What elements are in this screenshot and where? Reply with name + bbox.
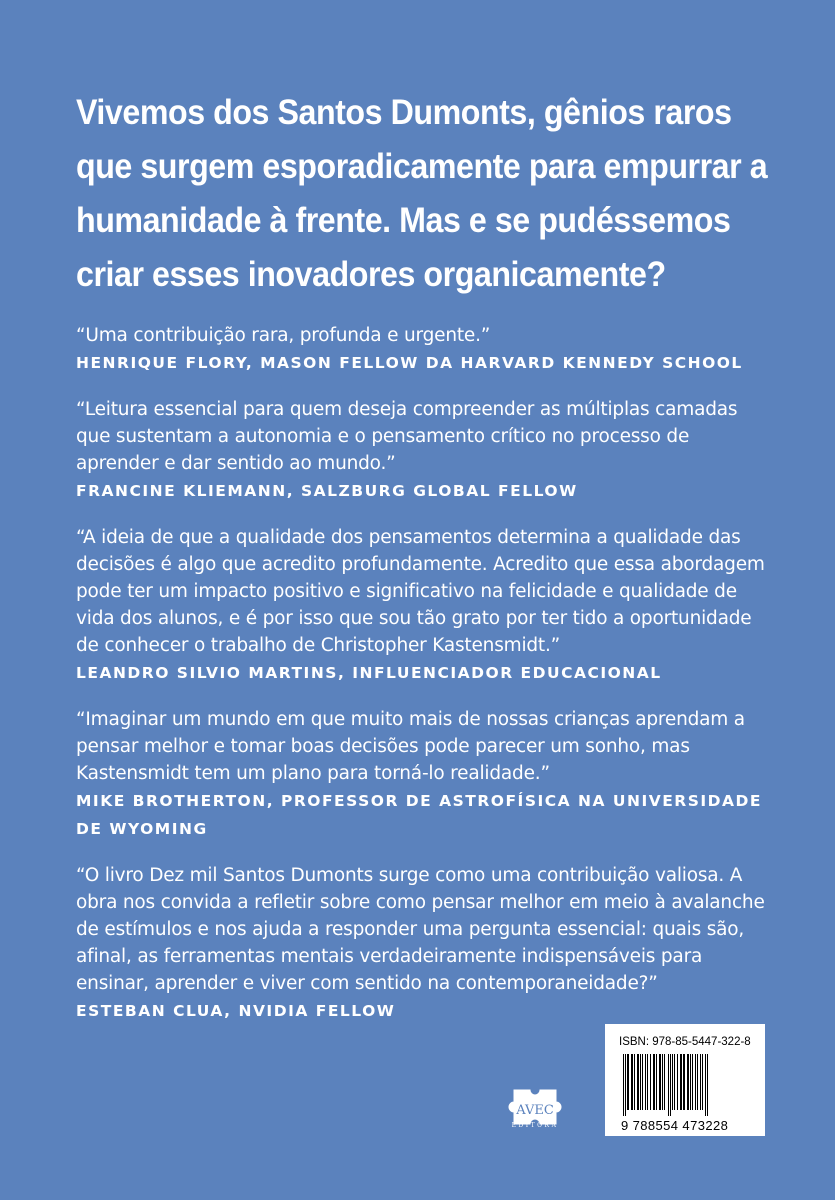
barcode-bar bbox=[683, 1054, 685, 1110]
barcode-bar bbox=[662, 1054, 663, 1110]
quote bbox=[76, 862, 766, 1025]
barcode-bar bbox=[680, 1054, 682, 1110]
barcode-bar bbox=[659, 1054, 661, 1110]
barcode-bar bbox=[670, 1054, 671, 1116]
quotes-section bbox=[76, 322, 766, 1044]
barcode-bar bbox=[668, 1054, 669, 1116]
barcode-bar bbox=[677, 1054, 678, 1110]
barcode-bar bbox=[623, 1054, 624, 1116]
quote bbox=[76, 706, 766, 843]
quote-text: “Uma contribuição rara, profunda e urgente.” bbox=[76, 325, 491, 346]
quote-text: “A ideia de que a qualidade dos pensamentos determina a qualidade das decisões é algo que acredito profundamente. Acredito que essa abordagem pode ter um impacto positivo e significativo na felicidade e qualidade de vida dos alunos, e é por isso que sou tão grato por ter tido a oportunidade de conhecer o trabalho de Christopher Kastensmidt.” bbox=[76, 527, 765, 656]
quote-author: MIKE BROTHERTON, PROFESSOR DE ASTROFÍSICA NA UNIVERSIDADE DE WYOMING bbox=[76, 792, 762, 838]
quote bbox=[76, 396, 766, 505]
quote-text: “Imaginar um mundo em que muito mais de nossas crianças aprendam a pensar melhor e tomar boas decisões pode parecer um sonho, mas Kastensmidt tem um plano para torná-lo realidade.” bbox=[76, 709, 745, 784]
barcode-bar bbox=[695, 1054, 696, 1110]
quote-author: FRANCINE KLIEMANN, SALZBURG GLOBAL FELLOW bbox=[76, 482, 578, 500]
barcode-bar bbox=[697, 1054, 698, 1110]
barcode-bar bbox=[664, 1054, 665, 1110]
barcode-bar bbox=[637, 1054, 639, 1110]
isbn-label: ISBN: 978-85-5447-322-8 bbox=[619, 1036, 751, 1048]
quote-text: “Leitura essencial para quem deseja compreender as múltiplas camadas que sustentam a autonomia e o pensamento crítico no processo de aprender e dar sentido ao mundo.” bbox=[76, 399, 738, 474]
barcode-bar bbox=[653, 1054, 655, 1110]
headline: Vivemos dos Santos Dumonts, gênios raros que surgem esporadicamente para empurrar a humanidade à frente. Mas e se pudéssemos criar esses inovadores organicamente? bbox=[76, 93, 768, 294]
barcode-bar bbox=[705, 1054, 706, 1116]
barcode-bar bbox=[707, 1054, 708, 1116]
barcode-bar bbox=[674, 1054, 675, 1110]
publisher-logo-text: AVEC bbox=[516, 1103, 554, 1118]
barcode-digits: 9 788554 473228 bbox=[621, 1118, 729, 1133]
barcode-bar bbox=[647, 1054, 648, 1110]
publisher-logo bbox=[500, 1080, 570, 1138]
barcode-bar bbox=[692, 1054, 693, 1110]
quote-author: ESTEBAN CLUA, NVIDIA FELLOW bbox=[76, 1002, 396, 1020]
barcode-bar bbox=[656, 1054, 657, 1110]
quote bbox=[76, 322, 766, 377]
barcode-bar bbox=[627, 1054, 629, 1110]
quote-author: LEANDRO SILVIO MARTINS, INFLUENCIADOR EDUCACIONAL bbox=[76, 664, 662, 682]
barcode-bar bbox=[700, 1054, 701, 1110]
barcode-bar bbox=[650, 1054, 651, 1110]
barcode bbox=[619, 1054, 757, 1118]
barcode-bar bbox=[634, 1054, 635, 1110]
quote-author: HENRIQUE FLORY, MASON FELLOW DA HARVARD KENNEDY SCHOOL bbox=[76, 354, 743, 372]
publisher-label: EDITORA bbox=[511, 1122, 559, 1129]
barcode-bar bbox=[625, 1054, 626, 1116]
quote-text: “O livro Dez mil Santos Dumonts surge como uma contribuição valiosa. A obra nos convida a refletir sobre como pensar melhor em meio à avalanche de estímulos e nos ajuda a responder uma pergunta essencial: quais são, afinal, as ferramentas mentais verdadeiramente indispensáveis para ensinar, aprender e viver com sentido na contemporaneidade?” bbox=[76, 865, 765, 994]
quote bbox=[76, 524, 766, 687]
barcode-bar bbox=[702, 1054, 703, 1110]
barcode-bar bbox=[672, 1054, 673, 1110]
barcode-bar bbox=[631, 1054, 633, 1110]
barcode-bar bbox=[642, 1054, 643, 1110]
barcode-bar bbox=[645, 1054, 646, 1110]
barcode-bar bbox=[640, 1054, 641, 1110]
barcode-box bbox=[605, 1024, 765, 1136]
barcode-bar bbox=[687, 1054, 689, 1110]
barcode-bar bbox=[690, 1054, 691, 1110]
